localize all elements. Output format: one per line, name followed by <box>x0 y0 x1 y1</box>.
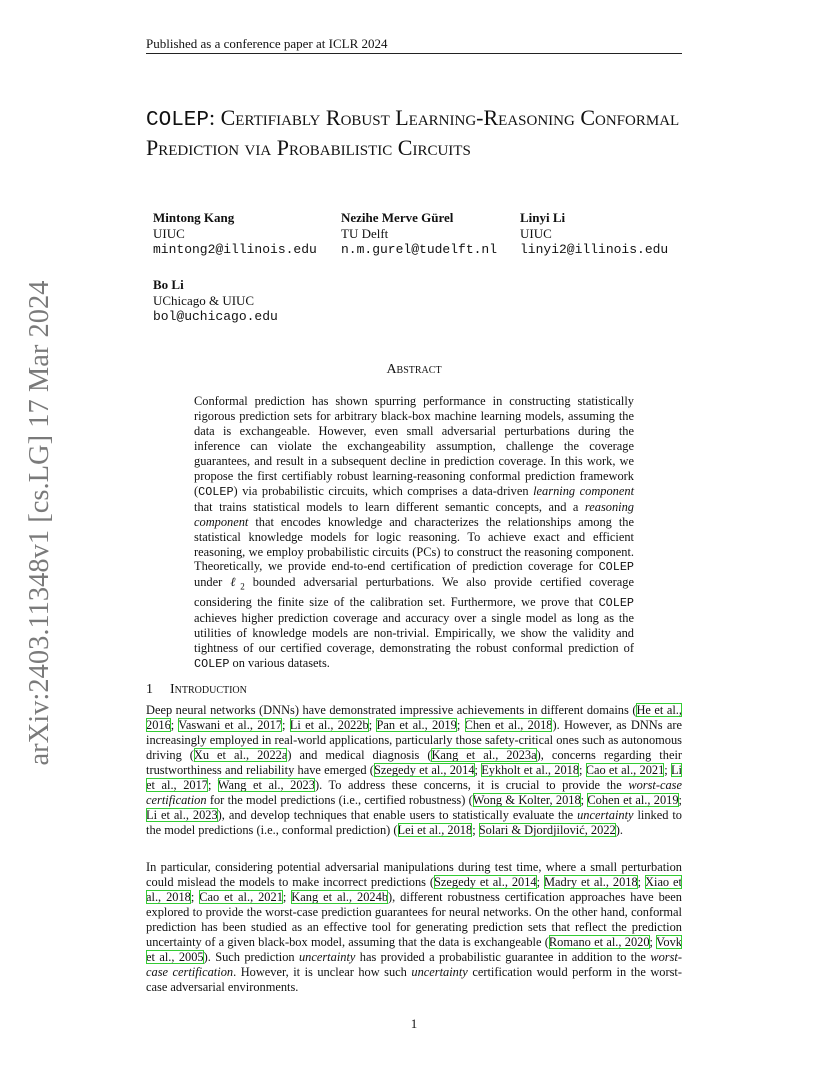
running-header: Published as a conference paper at ICLR 2024 <box>146 36 388 51</box>
author-email[interactable]: bol@uchicago.edu <box>153 309 278 324</box>
separator: ; <box>664 762 671 777</box>
body-text: ), and develop techniques that enable users to statistically evaluate the <box>217 807 578 822</box>
body-text: has provided a probabilistic guarantee in addition to the <box>355 949 651 964</box>
abstract-text: Conformal prediction has shown spurring performance in constructing statistically rigorous prediction sets for arbitrary black-box machine learning models, assuming the data is exchangeable. However, even small adversarial perturbations during the inference can violate the exchangeability assumption, challenge the coverage guarantees, and result in a subsequent decline in prediction coverage. In this work, we propose the first certifiably robust learning-reasoning conformal prediction framework ( <box>194 394 634 498</box>
author-block <box>153 210 317 258</box>
separator: ; <box>474 762 482 777</box>
abstract-body <box>194 394 634 672</box>
abstract-heading: Abstract <box>386 362 442 377</box>
body-text: ). Such prediction <box>203 949 299 964</box>
author-name: Linyi Li <box>520 210 566 225</box>
separator: ; <box>536 874 545 889</box>
citation-link[interactable]: Wang et al., 2023 <box>217 777 315 792</box>
body-text: ) and medical diagnosis ( <box>287 747 432 762</box>
separator: ; <box>580 792 588 807</box>
body-emphasis: uncertainty <box>577 807 634 822</box>
title-acronym: COLEP <box>146 109 210 132</box>
separator: ; <box>190 889 200 904</box>
citation-link[interactable]: Lei et al., 2018 <box>397 822 473 837</box>
citation-link[interactable]: Wong & Kolter, 2018 <box>472 792 581 807</box>
abstract-text: achieves higher prediction coverage and accuracy over a single model as long as the utilities of knowledge models are non-trivial. Empirically, we show the validity and tightness of our certified coverage, demonstrating the robust conformal prediction of <box>194 610 634 655</box>
citation-link[interactable]: Kang et al., 2024b <box>291 889 389 904</box>
citation-link[interactable]: Cao et al., 2021 <box>199 889 283 904</box>
abstract-emphasis: learning component <box>533 483 635 498</box>
page-number: 1 <box>410 1016 418 1031</box>
abstract-text: that trains statistical models to learn different semantic concepts, and a <box>194 499 585 514</box>
author-affiliation: UChicago & UIUC <box>153 293 255 308</box>
citation-link[interactable]: Eykholt et al., 2018 <box>481 762 580 777</box>
body-text: for the model predictions (i.e., certified robustness) ( <box>206 792 473 807</box>
body-text: Deep neural networks (DNNs) have demonstrated impressive achievements in different domains ( <box>146 703 637 717</box>
citation-link[interactable]: Madry et al., 2018 <box>544 874 638 889</box>
citation-link[interactable]: Szegedy et al., 2014 <box>434 874 537 889</box>
citation-link[interactable]: Cohen et al., 2019 <box>587 792 679 807</box>
body-text: ). However, as DNNs are increasingly employed in real-world applications, particularly those safety-critical ones such as autonomous driving ( <box>146 717 682 762</box>
citation-link[interactable]: Li et al., 2022b <box>289 717 369 732</box>
separator: ; <box>579 762 586 777</box>
citation-link[interactable]: Vaswani et al., 2017 <box>178 717 283 732</box>
citation-link[interactable]: He et al., 2016 <box>146 703 682 732</box>
citation-link[interactable]: Xiao et al., 2018 <box>146 874 682 904</box>
citation-link[interactable]: Vovk et al., 2005 <box>146 934 682 964</box>
citation-link[interactable]: Szegedy et al., 2014 <box>373 762 475 777</box>
separator: ; <box>208 777 218 792</box>
arxiv-identifier-text: arXiv:2403.11348v1 [cs.LG] 17 Mar 2024 <box>24 280 55 766</box>
separator: ; <box>368 717 377 732</box>
method-acronym: COLEP <box>598 595 634 610</box>
section-number: 1 <box>146 682 153 697</box>
arxiv-identifier <box>22 280 58 766</box>
separator: ; <box>282 717 290 732</box>
author-name: Bo Li <box>153 277 184 292</box>
separator: ; <box>456 717 465 732</box>
citation-link[interactable]: Chen et al., 2018 <box>464 717 553 732</box>
abstract-text: ) via probabilistic circuits, which comprises a data-driven <box>233 483 534 498</box>
intro-paragraph <box>146 860 682 995</box>
body-emphasis: uncertainty <box>298 949 356 964</box>
section-heading <box>146 682 247 698</box>
author-affiliation: TU Delft <box>341 226 389 241</box>
citation-link[interactable]: Solari & Djordjilović, 2022 <box>478 822 616 837</box>
author-block <box>341 210 497 258</box>
body-text: In particular, considering potential adversarial manipulations during test time, where a small perturbation could mislead the models to make incorrect predictions ( <box>146 860 682 889</box>
separator: ; <box>282 889 292 904</box>
body-text: ), different robustness certification approaches have been explored to provide the worst-case prediction guarantees for neural networks. On the other hand, conformal prediction has been studied as an effective tool for generating prediction sets that reflect the prediction uncertainty of a given black-box model, assuming that the data is exchangeable ( <box>146 889 682 949</box>
author-name: Nezihe Merve Gürel <box>341 210 454 225</box>
author-affiliation: UIUC <box>153 226 185 241</box>
method-acronym: COLEP <box>198 484 234 499</box>
separator: ; <box>637 874 646 889</box>
abstract-emphasis: reasoning component <box>194 499 634 529</box>
citation-link[interactable]: Kang et al., 2023a <box>431 747 537 762</box>
body-text: linked to the model predictions (i.e., conformal prediction) ( <box>146 807 682 837</box>
norm-symbol: ℓ <box>230 575 241 590</box>
abstract-text: that encodes knowledge and characterizes the relationships among the statistical knowledge models for logic reasoning. To achieve exact and efficient reasoning, we employ probabilistic circuits (PCs) to construct the reasoning component. Theoretically, we provide end-to-end certification of prediction coverage for <box>194 514 634 574</box>
abstract-text: on various datasets. <box>229 655 330 670</box>
body-text: ), concerns regarding their trustworthiness and reliability have emerged ( <box>146 747 683 777</box>
body-text: ). To address these concerns, it is crucial to provide the <box>314 777 629 792</box>
author-email[interactable]: linyi2@illinois.edu <box>520 242 669 257</box>
author-block <box>520 210 668 258</box>
separator: ; <box>170 717 179 732</box>
citation-link[interactable]: Xu et al., 2022a <box>193 747 288 762</box>
body-text: . However, it is unclear how such <box>233 964 412 979</box>
author-name: Mintong Kang <box>153 210 235 225</box>
separator: ; <box>472 822 479 837</box>
author-block <box>153 277 278 325</box>
body-text: ). <box>615 822 623 837</box>
paper-title <box>146 104 706 161</box>
citation-link[interactable]: Li et al., 2023 <box>146 807 218 822</box>
citation-link[interactable]: Cao et al., 2021 <box>585 762 665 777</box>
intro-paragraph <box>146 703 682 838</box>
section-title: Introduction <box>170 682 247 697</box>
body-emphasis: worst-case certification <box>146 949 682 979</box>
header-rule <box>146 53 682 54</box>
body-emphasis: uncertainty <box>411 964 468 979</box>
author-affiliation: UIUC <box>520 226 552 241</box>
separator: ; <box>649 934 657 949</box>
title-text: : Certifiably Robust Learning-Reasoning Conformal Prediction via Probabilistic Circuits <box>146 105 680 160</box>
citation-link[interactable]: Romano et al., 2020 <box>548 934 650 949</box>
body-emphasis: worst-case certification <box>146 777 683 807</box>
abstract-text: bounded adversarial perturbations. We also provide certified coverage considering the finite size of the calibration set. Furthermore, we prove that <box>194 575 635 609</box>
citation-link[interactable]: Li et al., 2017 <box>146 762 682 792</box>
method-acronym: COLEP <box>194 656 230 671</box>
norm-subscript: 2 <box>240 581 245 592</box>
body-text: certification would perform in the worst-case adversarial environments. <box>146 964 682 994</box>
author-email[interactable]: mintong2@illinois.edu <box>153 242 317 257</box>
separator: ; <box>678 792 682 807</box>
abstract-text: under <box>194 575 231 590</box>
method-acronym: COLEP <box>598 560 634 575</box>
author-email[interactable]: n.m.gurel@tudelft.nl <box>341 242 498 257</box>
citation-link[interactable]: Pan et al., 2019 <box>376 717 457 732</box>
